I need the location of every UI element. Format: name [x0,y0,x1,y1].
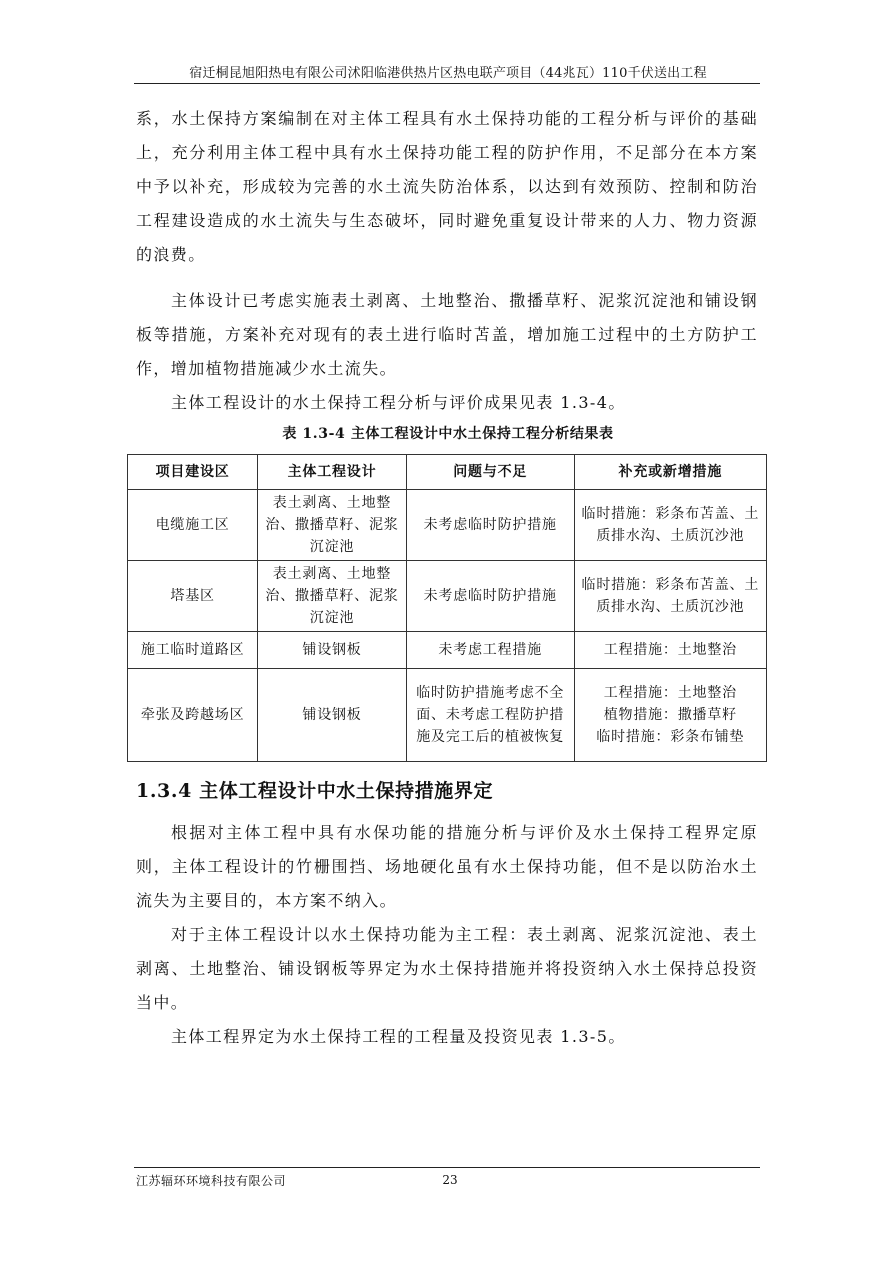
footer-rule [134,1167,760,1168]
table-row [128,669,767,762]
header-cell: 问题与不足 [406,455,574,490]
paragraph-6: 主体工程界定为水土保持工程的工程量及投资见表 1.3-5。 [171,1027,626,1046]
paragraph-3: 主体工程设计的水土保持工程分析与评价成果见表 1.3-4。 [171,393,626,412]
header-rule [134,83,760,84]
table-cell: 未考虑工程措施 [406,632,574,669]
table-cell: 施工临时道路区 [128,632,258,669]
table-cell: 工程措施：土地整治 [574,632,766,669]
table-cell: 塔基区 [128,561,258,632]
page-number: 23 [442,1173,458,1187]
header-cell: 补充或新增措施 [574,455,766,490]
section-heading: 1.3.4 主体工程设计中水土保持措施界定 [136,780,494,802]
table-cell: 临时防护措施考虑不全面、未考虑工程防护措施及完工后的植被恢复 [406,669,574,762]
table-row [128,561,767,632]
table-cell: 电缆施工区 [128,490,258,561]
paragraph-1: 系，水土保持方案编制在对主体工程具有水土保持功能的工程分析与评价的基础上，充分利用主体工程中具有水土保持功能工程的防护作用，不足部分在本方案中予以补充，形成较为完善的水土流失防治体系，以达到有效预防、控制和防治工程建设造成的水土流失与生态破坏，同时避免重复设计带来的人力、物力资源的浪费。 [136,109,758,264]
paragraph-2: 主体设计已考虑实施表土剥离、土地整治、撒播草籽、泥浆沉淀池和铺设钢板等措施，方案补充对现有的表土进行临时苫盖，增加施工过程中的土方防护工作，增加植物措施减少水土流失。 [136,291,758,378]
table-row [128,632,767,669]
table-cell: 铺设钢板 [258,632,407,669]
analysis-table [127,454,767,762]
table-cell: 表土剥离、土地整治、撒播草籽、泥浆沉淀池 [258,490,407,561]
paragraph-4: 根据对主体工程中具有水保功能的措施分析与评价及水土保持工程界定原则，主体工程设计的竹栅围挡、场地硬化虽有水土保持功能，但不是以防治水土流失为主要目的，本方案不纳入。 [136,823,758,910]
table-cell: 工程措施：土地整治 植物措施：撒播草籽 临时措施：彩条布铺垫 [574,669,766,762]
table-cell: 牵张及跨越场区 [128,669,258,762]
footer-company: 江苏辐环环境科技有限公司 [136,1174,287,1188]
table-cell: 未考虑临时防护措施 [406,561,574,632]
paragraph-5: 对于主体工程设计以水土保持功能为主工程：表土剥离、泥浆沉淀池、表土剥离、土地整治、铺设钢板等界定为水土保持措施并将投资纳入水土保持总投资当中。 [136,925,758,1012]
table-cell: 铺设钢板 [258,669,407,762]
header-cell: 主体工程设计 [258,455,407,490]
table-title: 表 1.3-4 主体工程设计中水土保持工程分析结果表 [282,426,614,442]
running-header: 宿迁桐昆旭阳热电有限公司沭阳临港供热片区热电联产项目（44兆瓦）110千伏送出工程 [189,66,707,81]
table-cell: 临时措施：彩条布苫盖、土质排水沟、土质沉沙池 [574,561,766,632]
table-cell: 未考虑临时防护措施 [406,490,574,561]
header-cell: 项目建设区 [128,455,258,490]
table-row [128,490,767,561]
table-cell: 临时措施：彩条布苫盖、土质排水沟、土质沉沙池 [574,490,766,561]
table-header-row [128,455,767,490]
table-cell: 表土剥离、土地整治、撒播草籽、泥浆沉淀池 [258,561,407,632]
